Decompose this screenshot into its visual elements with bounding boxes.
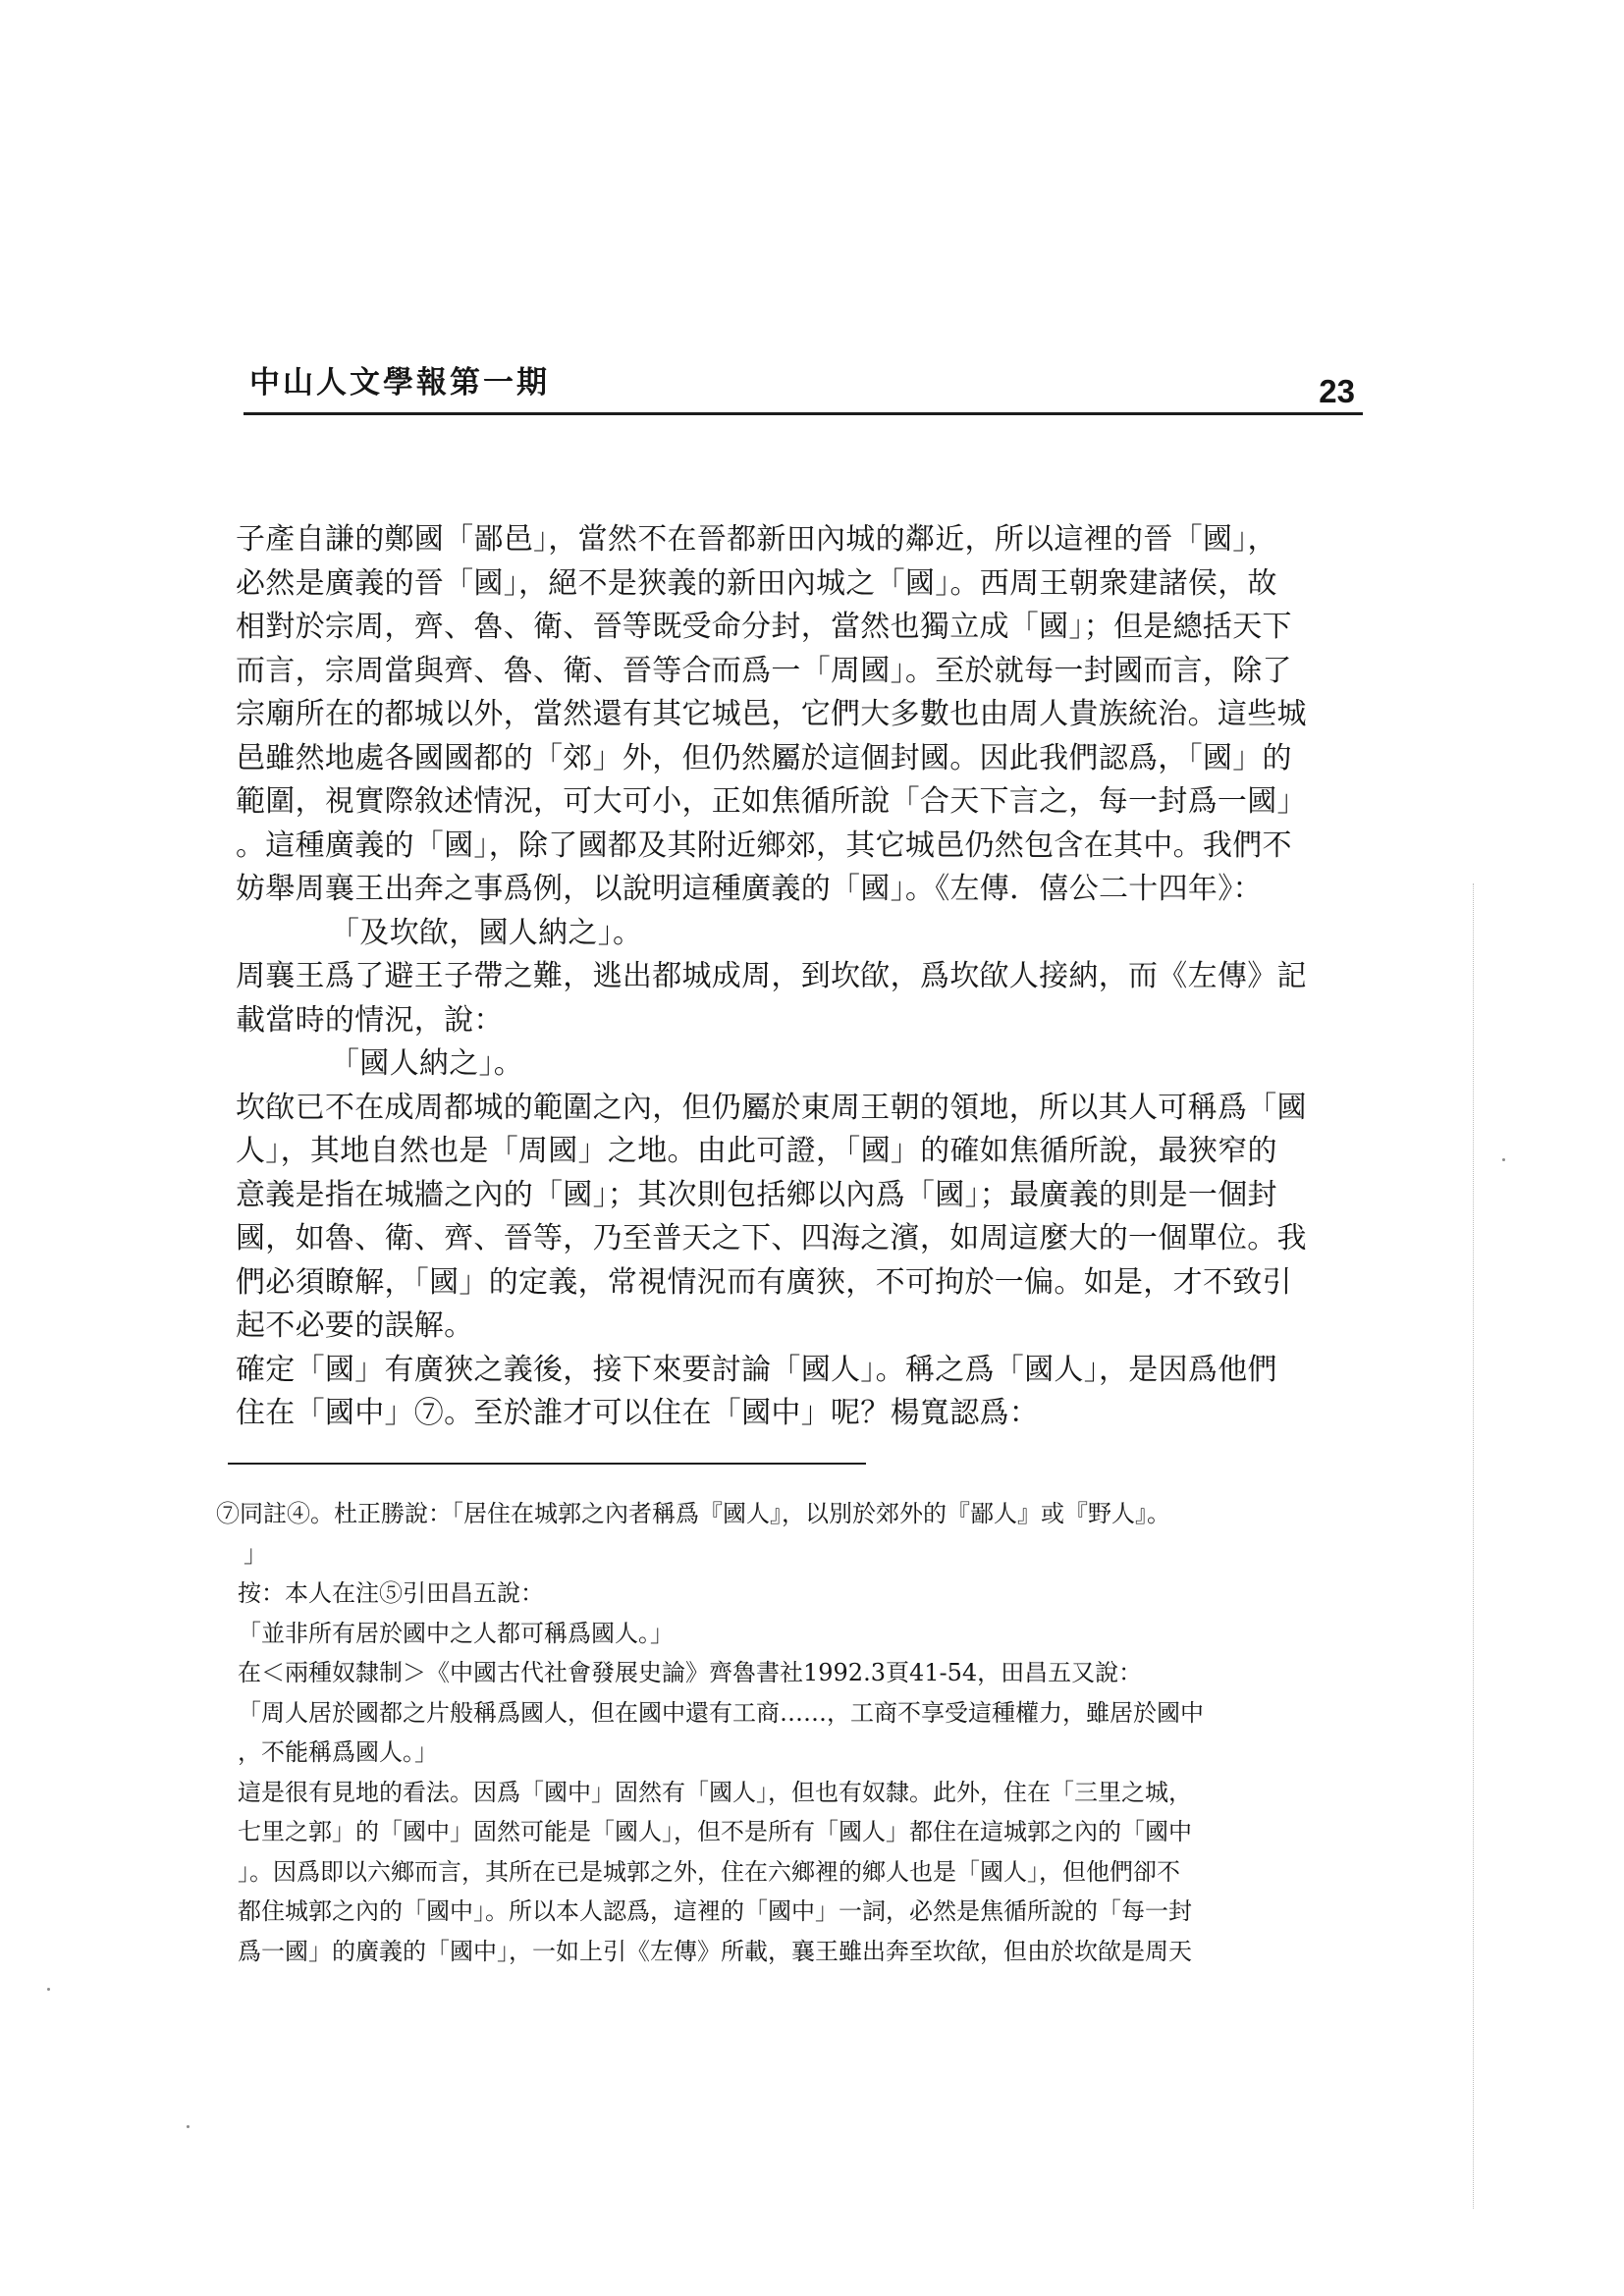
body-line: 而言，宗周當與齊、魯、衛、晉等合而爲一「周國」。至於就每一封國而言，除了 (236, 653, 1292, 688)
footnotes (216, 1494, 1316, 1971)
body-line: 起不必要的誤解。 (236, 1308, 474, 1343)
body-line: 。這種廣義的「國」，除了國都及其附近鄉郊，其它城邑仍然包含在其中。我們不 (236, 828, 1292, 863)
body-line: 住在「國中」⑦。至於誰才可以住在「國中」呢？楊寬認爲： (236, 1396, 1040, 1430)
body-line: 妨舉周襄王出奔之事爲例，以說明這種廣義的「國」。《左傳．僖公二十四年》： (236, 872, 1263, 906)
scan-speck (187, 2125, 189, 2128)
footnote-separator (228, 1463, 866, 1465)
body-line: 確定「國」有廣狹之義後，接下來要討論「國人」。稱之爲「國人」，是因爲他們 (236, 1352, 1277, 1387)
footnote-line: 按：本人在注⑤引田昌五說： (238, 1579, 544, 1607)
footnote-line: 七里之郭」的「國中」固然可能是「國人」，但不是所有「國人」都住在這城郭之內的「國中 (238, 1818, 1192, 1845)
body-line: 相對於宗周，齊、魯、衛、晉等既受命分封，當然也獨立成「國」；但是總括天下 (236, 610, 1292, 644)
footnote-line: 」。因爲即以六鄉而言，其所在已是城郭之外，住在六鄉裡的鄉人也是「國人」，但他們卻不 (238, 1857, 1180, 1886)
body-line: 範圍，視實際敘述情況，可大可小，正如焦循所說「合天下言之，每一封爲一國」 (236, 784, 1307, 819)
body-line: 周襄王爲了避王子帶之難，逃出都城成周，到坎欿，爲坎欿人接納，而《左傳》記 (236, 959, 1307, 993)
body-line: 意義是指在城牆之內的「國」；其次則包括鄉以內爲「國」；最廣義的則是一個封 (236, 1177, 1277, 1212)
scan-speck (47, 1988, 50, 1991)
block-quote: 「國人納之」。 (330, 1046, 524, 1081)
body-line: 國，如魯、衛、齊、晉等，乃至普天之下、四海之濱，如周這麼大的一個單位。我 (236, 1221, 1307, 1255)
block-quote: 「及坎欿，國人納之」。 (330, 915, 643, 950)
footnote-line: ⑦同註④。杜正勝說：「居住在城郭之內者稱爲『國人』，以別於郊外的『鄙人』或『野人』。 (216, 1500, 1170, 1527)
running-header (244, 349, 1363, 415)
footnote-line: 都住城郭之內的「國中」。所以本人認爲，這裡的「國中」一詞，必然是焦循所說的「每一封 (238, 1897, 1192, 1925)
body-line: 人」，其地自然也是「周國」之地。由此可證，「國」的確如焦循所說，最狹窄的 (236, 1134, 1277, 1168)
footnote-line: ，不能稱爲國人。」 (238, 1738, 438, 1766)
footnote-line: 爲一國」的廣義的「國中」，一如上引《左傳》所載，襄王雖出奔至坎欿，但由於坎欿是周天 (238, 1937, 1192, 1965)
body-line: 邑雖然地處各國國都的「郊」外，但仍然屬於這個封國。因此我們認爲，「國」的 (236, 740, 1292, 775)
scan-speck (1502, 1158, 1505, 1161)
footnote-line: 在＜兩種奴隸制＞《中國古代社會發展史論》齊魯書社1992.3頁41-54，田昌五又說： (238, 1659, 1143, 1686)
footnote-line: 」 (244, 1539, 267, 1568)
body-line: 載當時的情況，說： (236, 1002, 504, 1038)
footnote-line: 「並非所有居於國中之人都可稱爲國人。」 (238, 1619, 674, 1647)
footnote-line: 這是很有見地的看法。因爲「國中」固然有「國人」，但也有奴隸。此外，住在「三里之城， (238, 1778, 1192, 1806)
body-line: 坎欿已不在成周都城的範圍之內，但仍屬於東周王朝的領地，所以其人可稱爲「國 (236, 1090, 1307, 1125)
body-line: 宗廟所在的都城以外，當然還有其它城邑，它們大多數也由周人貴族統治。這些城 (236, 697, 1307, 731)
scan-edge-artifact (1473, 883, 1474, 2209)
body-line: 們必須瞭解，「國」的定義，常視情況而有廣狹，不可拘於一偏。如是，才不致引 (236, 1264, 1292, 1300)
main-text (236, 518, 1307, 1436)
body-line: 子產自謙的鄭國「鄙邑」，當然不在晉都新田內城的鄰近，所以這裡的晉「國」， (236, 522, 1277, 557)
journal-title: 中山人文學報第一期 (249, 365, 550, 400)
body-line: 必然是廣義的晉「國」，絕不是狹義的新田內城之「國」。西周王朝衆建諸侯，故 (236, 565, 1277, 601)
page-number: 23 (1319, 373, 1355, 409)
footnote-line: 「周人居於國都之片般稱爲國人，但在國中還有工商……，工商不享受這種權力，雖居於國中 (238, 1698, 1204, 1727)
